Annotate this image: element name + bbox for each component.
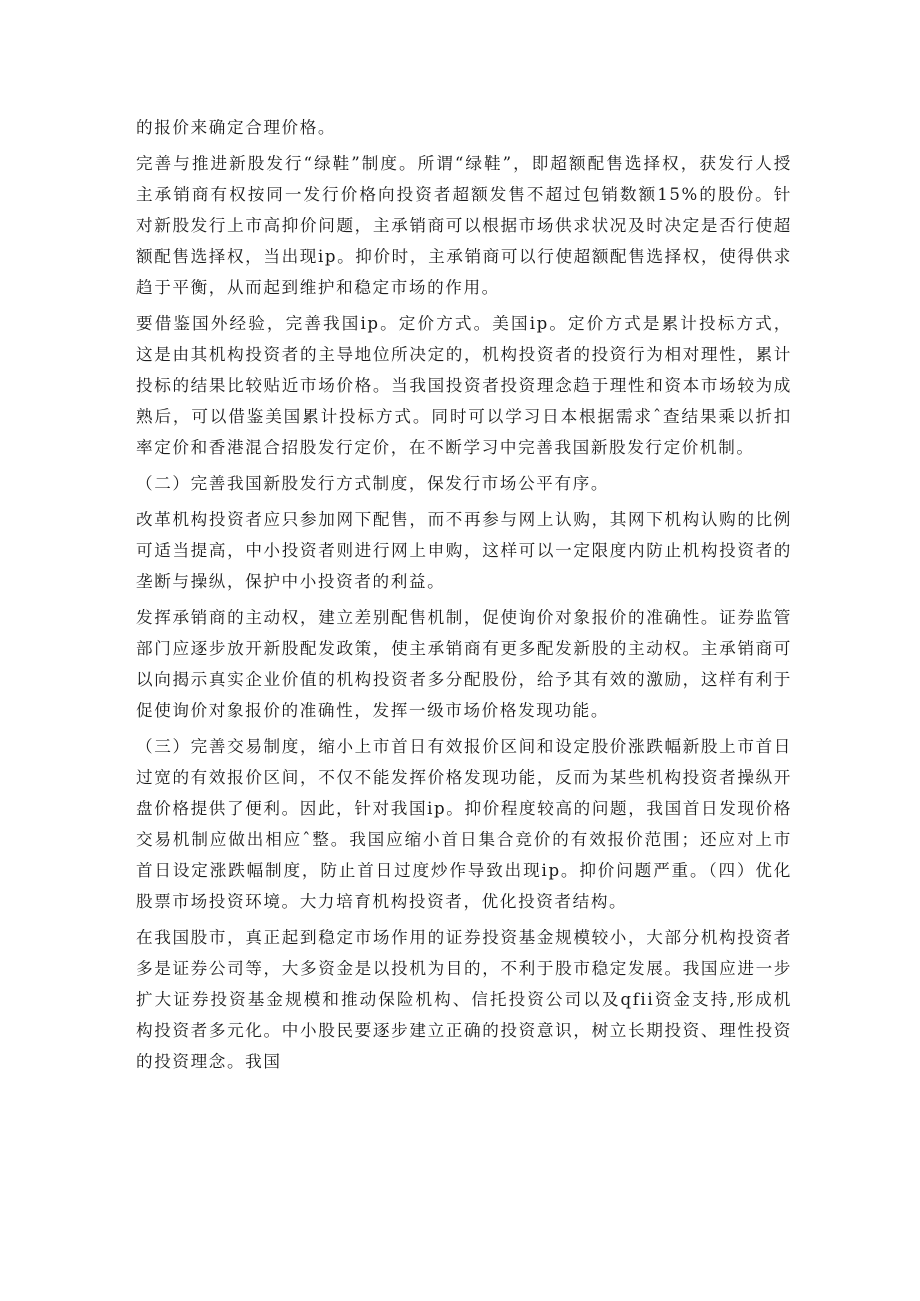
section-heading-2: （二）完善我国新股发行方式制度，保发行市场公平有序。 (136, 474, 610, 493)
paragraph-3: 要借鉴国外经验，完善我国ip。定价方式。美国ip。定价方式是累计投标方式，这是由其机构投资者的主导地位所决定的，机构投资者的投资行为相对理性，累计投标的结果比较贴近市场价格。当我国投资者投资理念趋于理性和资本市场较为成熟后，可以借鉴美国累计投标方式。同时可以学习日本根据需求ˆ查结果乘以折扣率定价和香港混合招股发行定价，在不断学习中完善我国新股发行定价机制。 (136, 314, 792, 457)
paragraph-5: 发挥承销商的主动权，建立差别配售机制，促使询价对象报价的准确性。证券监管部门应逐步放开新股配发政策，使主承销商有更多配发新股的主动权。主承销商可以向揭示真实企业价值的机构投资者多分配股份，给予其有效的激励，这样有利于促使询价对象报价的准确性，发挥一级市场价格发现功能。 (136, 608, 792, 720)
paragraph-4: 改革机构投资者应只参加网下配售，而不再参与网上认购，其网下机构认购的比例可适当提高，中小投资者则进行网上申购，这样可以一定限度内防止机构投资者的垄断与操纵，保护中小投资者的利益。 (136, 510, 792, 591)
paragraph-2: 完善与推进新股发行“绿鞋”制度。所谓“绿鞋”，即超额配售选择权，获发行人授主承销商有权按同一发行价格向投资者超额发售不超过包销数额15%的股份。针对新股发行上市高抑价问题，主承销商可以根据市场供求状况及时决定是否行使超额配售选择权，当出现ip。抑价时，主承销商可以行使超额配售选择权，使得供求趋于平衡，从而起到维护和稳定市场的作用。 (136, 154, 792, 297)
paragraph-7: 在我国股市，真正起到稳定市场作用的证券投资基金规模较小，大部分机构投资者多是证券公司等，大多资金是以投机为目的，不利于股市稳定发展。我国应进一步扩大证券投资基金规模和推动保险机构、信托投资公司以及qfii资金支持,形成机构投资者多元化。中小股民要逐步建立正确的投资意识，树立长期投资、理性投资的投资理念。我国 (136, 928, 792, 1071)
document-body (136, 112, 792, 1077)
paragraph-1: 的报价来确定合理价格。 (136, 118, 337, 137)
paragraph-6: （三）完善交易制度，缩小上市首日有效报价区间和设定股价涨跌幅新股上市首日过宽的有效报价区间，不仅不能发挥价格发现功能，反而为某些机构投资者操纵开盘价格提供了便利。因此，针对我国ip。抑价程度较高的问题，我国首日发现价格交易机制应做出相应ˆ整。我国应缩小首日集合竞价的有效报价范围；还应对上市首日设定涨跌幅制度，防止首日过度炒作导致出现ip。抑价问题严重。（四）优化股票市场投资环境。大力培育机构投资者，优化投资者结构。 (136, 737, 792, 911)
